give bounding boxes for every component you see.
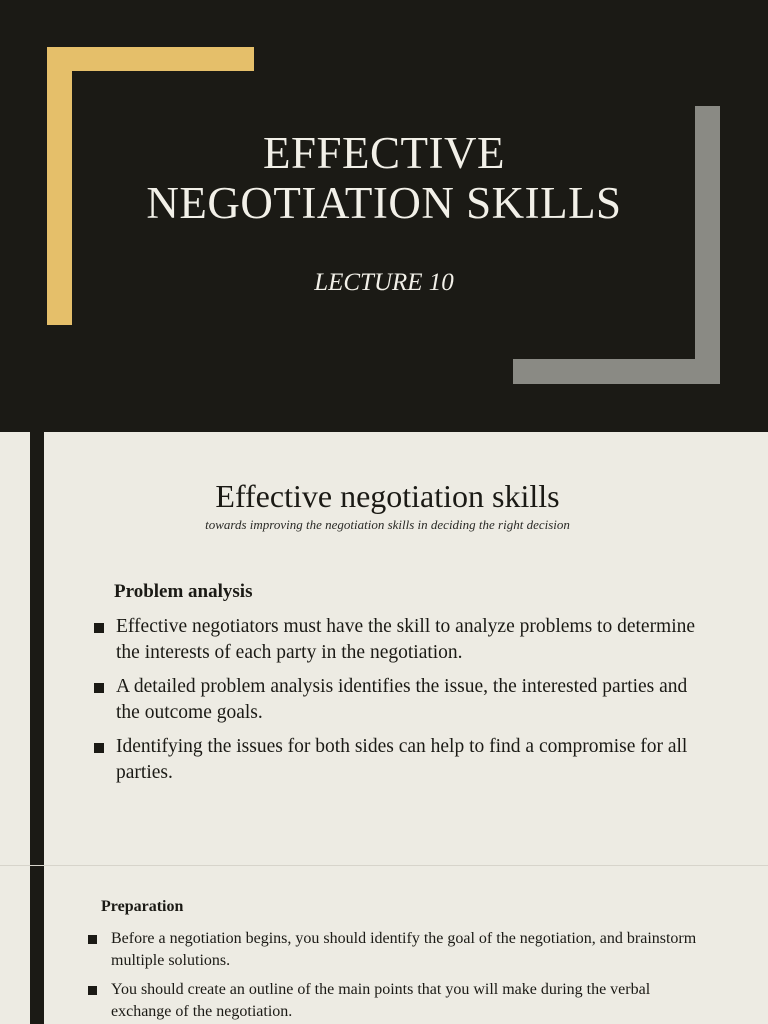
slide-subtitle: LECTURE 10 bbox=[314, 269, 454, 296]
section-heading: Problem analysis bbox=[114, 581, 253, 602]
gold-bracket-left bbox=[47, 47, 72, 325]
list-item bbox=[92, 734, 702, 786]
list-item-text: You should create an outline of the main points that you will make during the verbal exchange of the negotiation. bbox=[111, 981, 651, 1020]
content-slide-problem-analysis bbox=[0, 432, 768, 865]
square-bullet-icon bbox=[94, 623, 104, 633]
content-slide-title: Effective negotiation skills bbox=[215, 478, 560, 514]
list-item-text: Effective negotiators must have the skill to analyze problems to determine the interests of each party in the negotiation. bbox=[116, 616, 696, 663]
list-item-text: Identifying the issues for both sides can help to find a compromise for all parties. bbox=[116, 736, 688, 783]
bullet-list bbox=[87, 928, 697, 1024]
list-item-text: A detailed problem analysis identifies the issue, the interested parties and the outcome goals. bbox=[116, 676, 688, 723]
list-item bbox=[87, 928, 697, 972]
gold-bracket-top bbox=[47, 47, 254, 71]
list-item bbox=[92, 674, 702, 726]
content-slide-preparation bbox=[0, 866, 768, 1024]
slide-title bbox=[100, 128, 668, 228]
left-accent-bar bbox=[30, 866, 44, 1024]
square-bullet-icon bbox=[88, 986, 97, 995]
section-heading: Preparation bbox=[101, 898, 184, 915]
content-slide-subtitle: towards improving the negotiation skills in deciding the right decision bbox=[205, 517, 570, 532]
slide-title-line-2: NEGOTIATION SKILLS bbox=[146, 178, 622, 228]
bullet-list bbox=[92, 614, 702, 794]
list-item bbox=[87, 979, 697, 1023]
list-item bbox=[92, 614, 702, 666]
list-item-text: Before a negotiation begins, you should identify the goal of the negotiation, and brainstorm multiple solutions. bbox=[111, 930, 697, 969]
square-bullet-icon bbox=[94, 743, 104, 753]
title-slide bbox=[0, 0, 768, 432]
square-bullet-icon bbox=[94, 683, 104, 693]
slide-title-line-1: EFFECTIVE bbox=[262, 128, 505, 178]
gray-bracket-bottom bbox=[513, 359, 720, 384]
left-accent-bar bbox=[30, 432, 44, 865]
gray-bracket-right bbox=[695, 106, 720, 384]
square-bullet-icon bbox=[88, 935, 97, 944]
